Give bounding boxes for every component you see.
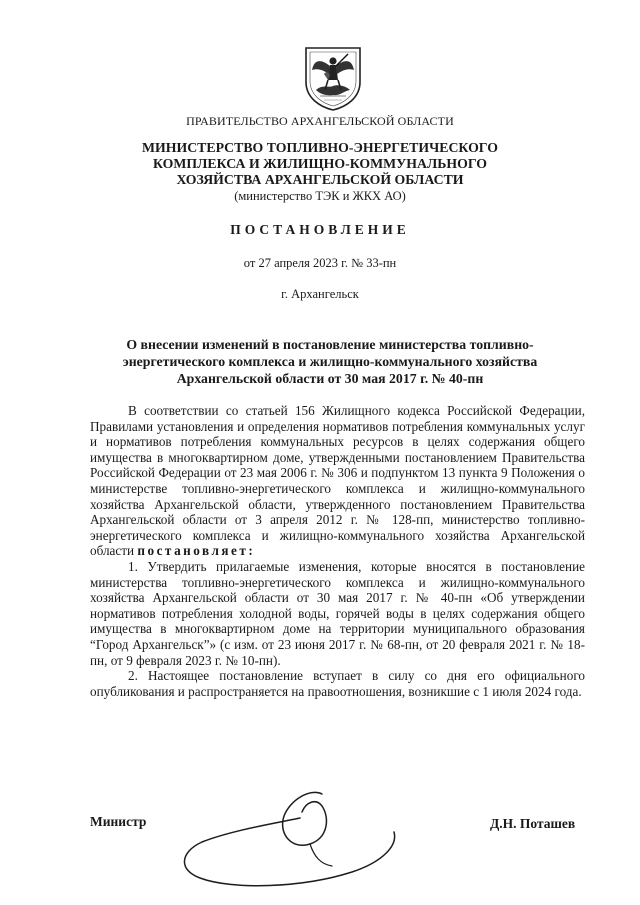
ministry-name [100, 140, 540, 204]
document-title [100, 336, 560, 387]
title-line-2: энергетического комплекса и жилищно-коммунального хозяйства [122, 354, 538, 369]
document-city: г. Архангельск [281, 287, 359, 301]
title-line-1: О внесении изменений в постановление министерства топливно- [126, 337, 534, 352]
item-1-paragraph: 1. Утвердить прилагаемые изменения, которые вносятся в постановление министерства топливно-энергетического комплекса и жилищно-коммунального хозяйства Архангельской области от 30 мая 2017 г. № 40-пн «Об утверждении нормативов потребления холодной воды, горячей воды в целях содержания общего имущества в многоквартирном доме на территории муниципального образования “Город Архангельск”» (с изм. от 23 июня 2017 г. № 68-пн, от 20 февраля 2021 г. № 18-пн, от 9 февраля 2023 г. № 10-пн). [90, 558, 585, 668]
preamble-paragraph [90, 403, 585, 559]
document-type: ПОСТАНОВЛЕНИЕ [230, 222, 410, 237]
document-date-number: от 27 апреля 2023 г. № 33-пн [243, 256, 397, 270]
signatory-name: Д.Н. Поташев [490, 816, 576, 831]
handwritten-signature-icon [172, 760, 412, 900]
ministry-line-1: МИНИСТЕРСТВО ТОПЛИВНО-ЭНЕРГЕТИЧЕСКОГО [142, 140, 498, 155]
document-body [90, 403, 585, 699]
title-line-3: Архангельской области от 30 мая 2017 г. № 40-пн [176, 371, 484, 386]
coat-of-arms-icon [300, 44, 366, 112]
government-name: ПРАВИТЕЛЬСТВО АРХАНГЕЛЬСКОЙ ОБЛАСТИ [186, 114, 454, 128]
resolves-word: постановляет: [137, 543, 256, 559]
ministry-line-3: ХОЗЯЙСТВА АРХАНГЕЛЬСКОЙ ОБЛАСТИ [176, 172, 464, 187]
signatory-role: Министр [90, 814, 147, 829]
ministry-abbreviation: (министерство ТЭК и ЖКХ АО) [234, 189, 406, 203]
item-2-paragraph: 2. Настоящее постановление вступает в силу со дня его официального опубликования и распространяется на правоотношения, возникшие с 1 июля 2024 года. [90, 668, 585, 699]
preamble-text: В соответствии со статьей 156 Жилищного кодекса Российской Федерации, Правилами установления и определения нормативов потребления коммунальных услуг и нормативов потребления коммунальных ресурсов в целях содержания общего имущества в многоквартирном доме, утвержденными постановлением Правительства Российской Федерации от 23 мая 2006 г. № 306 и подпунктом 13 пункта 9 Положения о министерстве топливно-энергетического комплекса и жилищно-коммунального хозяйства Архангельской области, утвержденного постановлением Правительства Архангельской области от 3 апреля 2012 г. № 128-пп, министерство топливно-энергетического комплекса и жилищно-коммунального хозяйства Архангельской области [90, 403, 585, 559]
ministry-line-2: КОМПЛЕКСА И ЖИЛИЩНО-КОММУНАЛЬНОГО [152, 156, 488, 171]
